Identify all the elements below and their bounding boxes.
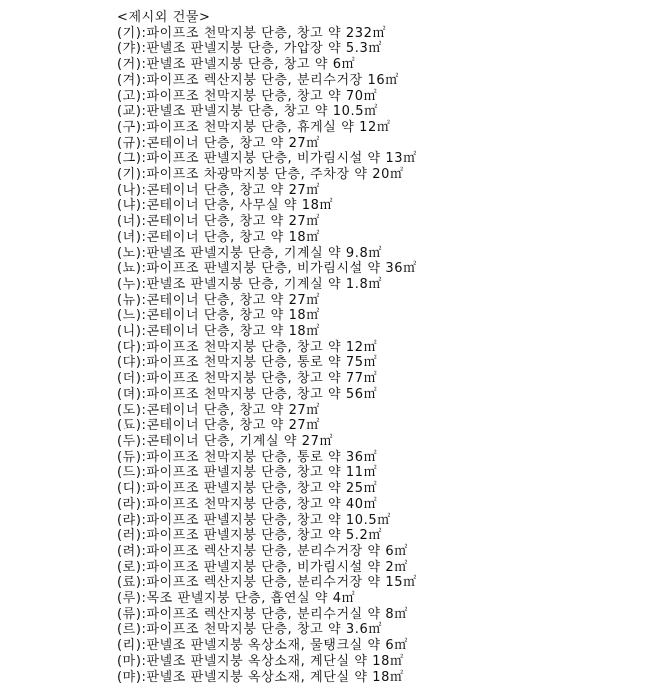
document-body (117, 10, 647, 685)
building-entry: (누):판넬조 판넬지붕 단층, 기계실 약 1.8㎡ (117, 276, 383, 292)
building-entry: (듀):파이프조 천막지붕 단층, 통로 약 36㎡ (117, 449, 378, 465)
building-entry: (댜):파이프조 천막지붕 단층, 통로 약 75㎡ (117, 355, 378, 371)
building-entry: (거):판넬조 판넬지붕 단층, 창고 약 6㎡ (117, 57, 356, 73)
building-entry: (러):파이프조 판넬지붕 단층, 창고 약 5.2㎡ (117, 528, 383, 544)
building-entry: (겨):파이프조 렉산지붕 단층, 분리수거장 16㎡ (117, 72, 399, 88)
building-entry: (녀):콘테이너 단층, 창고 약 18㎡ (117, 229, 320, 245)
building-entry: (디):파이프조 판넬지붕 단층, 창고 약 25㎡ (117, 481, 378, 497)
building-entry: (드):파이프조 판넬지붕 단층, 창고 약 11㎡ (117, 465, 378, 481)
building-entry: (마):판넬조 판넬지붕 옥상소재, 계단실 약 18㎡ (117, 653, 404, 669)
building-entry: (려):파이프조 렉산지붕 단층, 분리수거장 약 6㎡ (117, 543, 408, 559)
building-entry: (교):판넬조 판넬지붕 단층, 창고 약 10.5㎡ (117, 104, 378, 120)
building-entry: (다):파이프조 천막지붕 단층, 창고 약 12㎡ (117, 339, 378, 355)
building-entry: (규):콘테이너 단층, 창고 약 27㎡ (117, 135, 320, 151)
building-entry: (느):콘테이너 단층, 창고 약 18㎡ (117, 308, 320, 324)
building-entry: (랴):파이프조 판넬지붕 단층, 창고 약 10.5㎡ (117, 512, 391, 528)
building-entry: (나):콘테이너 단층, 창고 약 27㎡ (117, 182, 320, 198)
building-entry: (고):파이프조 천막지붕 단층, 창고 약 70㎡ (117, 88, 378, 104)
building-entry: (로):파이프조 판넬지붕 단층, 비가림시설 약 2㎡ (117, 559, 408, 575)
building-entry: (너):콘테이너 단층, 창고 약 27㎡ (117, 214, 320, 230)
building-entry: (르):파이프조 천막지붕 단층, 창고 약 3.6㎡ (117, 622, 383, 638)
building-entry: (더):파이프조 천막지붕 단층, 창고 약 77㎡ (117, 371, 378, 387)
building-entry: (구):파이프조 천막지붕 단층, 휴게실 약 12㎡ (117, 119, 391, 135)
building-entry: (먀):판넬조 판넬지붕 옥상소재, 계단실 약 18㎡ (117, 669, 404, 685)
building-entry: (라):파이프조 천막지붕 단층, 창고 약 40㎡ (117, 496, 378, 512)
building-entry: (루):목조 판넬지붕 단층, 흡연실 약 4㎡ (117, 591, 356, 607)
building-entry: (냐):콘테이너 단층, 사무실 약 18㎡ (117, 198, 334, 214)
building-entry: (뇨):파이프조 판넬지붕 단층, 비가림시설 약 36㎡ (117, 261, 417, 277)
building-entry: (됴):콘테이너 단층, 창고 약 27㎡ (117, 418, 320, 434)
building-entry: (료):파이프조 렉산지붕 단층, 분리수거장 약 15㎡ (117, 575, 417, 591)
building-entry: (기):파이프조 천막지붕 단층, 창고 약 232㎡ (117, 25, 387, 41)
building-entry: (그):파이프조 판넬지붕 단층, 비가림시설 약 13㎡ (117, 151, 417, 167)
building-entry: (노):판넬조 판넬지붕 단층, 기계실 약 9.8㎡ (117, 245, 383, 261)
section-title: <제시외 건물> (117, 10, 211, 25)
building-list (117, 26, 647, 686)
building-entry: (도):콘테이너 단층, 창고 약 27㎡ (117, 402, 320, 418)
building-entry: (뎌):파이프조 천막지붕 단층, 창고 약 56㎡ (117, 386, 378, 402)
building-entry: (기):파이프조 차광막지붕 단층, 주차장 약 20㎡ (117, 167, 404, 183)
building-entry: (갸):판넬조 판넬지붕 단층, 가압장 약 5.3㎡ (117, 41, 383, 57)
building-entry: (류):파이프조 렉산지붕 단층, 분리수거실 약 8㎡ (117, 606, 408, 622)
building-entry: (뉴):콘테이너 단층, 창고 약 27㎡ (117, 292, 320, 308)
building-entry: (리):판넬조 판넬지붕 옥상소재, 물탱크실 약 6㎡ (117, 638, 408, 654)
building-entry: (니):콘테이너 단층, 창고 약 18㎡ (117, 324, 320, 340)
building-entry: (두):콘테이너 단층, 기계실 약 27㎡ (117, 433, 334, 449)
